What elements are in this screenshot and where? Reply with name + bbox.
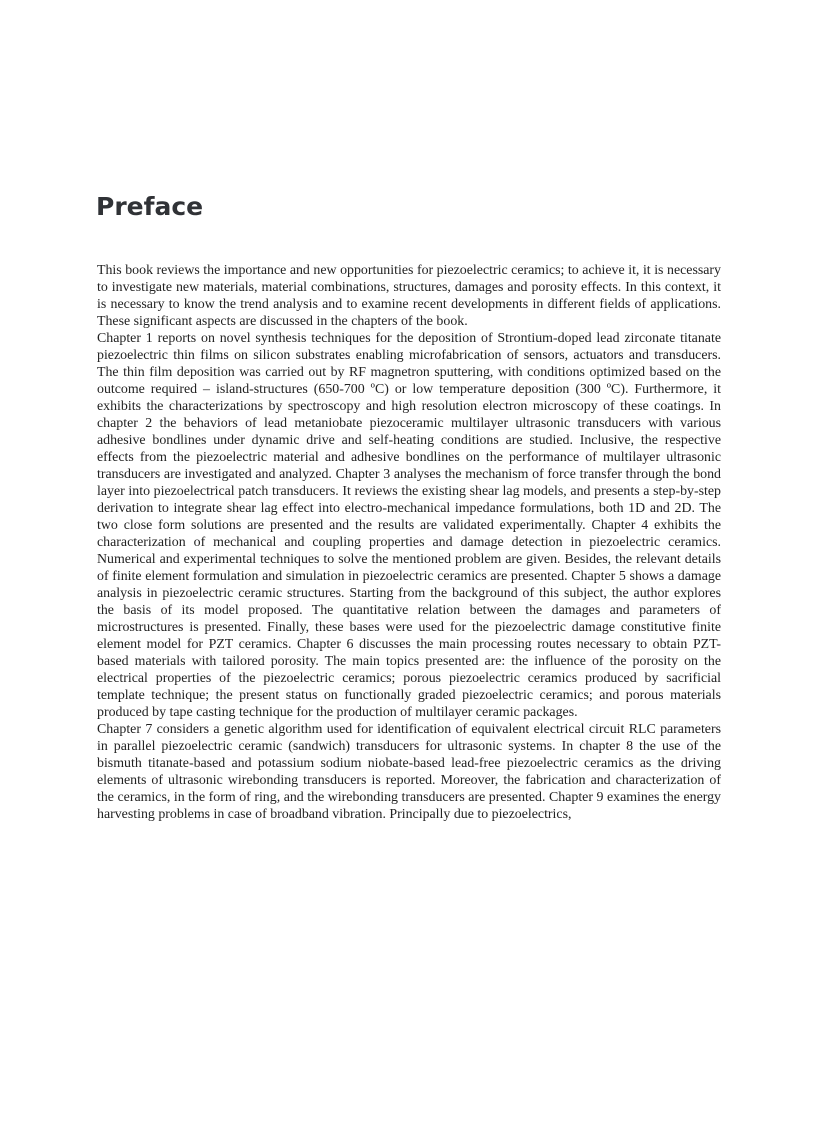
paragraph-intro: This book reviews the importance and new opportunities for piezoelectric ceramics; to achieve it, it is necessary to investigate new materials, material combinations, structures, damages and porosity effects. In this context, it is necessary to know the trend analysis and to examine recent developments in different fields of applications. These significant aspects are discussed in the chapters of the book. xyxy=(97,263,721,329)
paragraph-chapters-1-6: Chapter 1 reports on novel synthesis techniques for the deposition of Strontium-doped lead zirconate titanate piezoelectric thin films on silicon substrates enabling microfabrication of sensors, actuators and transducers. The thin film deposition was carried out by RF magnetron sputtering, with conditions optimized based on the outcome required – island-structures (650-700 ºC) or low temperature deposition (300 ºC). Furthermore, it exhibits the characterizations by spectroscopy and high resolution electron microscopy of these coatings. In chapter 2 the behaviors of lead metaniobate piezoceramic multilayer ultrasonic transducers with various adhesive bondlines under dynamic drive and self-heating conditions are studied. Inclusive, the respective effects from the piezoelectric material and adhesive bondlines on the performance of multilayer ultrasonic transducers are investigated and analyzed. Chapter 3 analyses the mechanism of force transfer through the bond layer into piezoelectrical patch transducers. It reviews the existing shear lag models, and presents a step-by-step derivation to integrate shear lag effect into electro-mechanical impedance formulations, both 1D and 2D. The two close form solutions are presented and the results are validated experimentally. Chapter 4 exhibits the characterization of mechanical and coupling properties and damage detection in piezoelectric ceramics. Numerical and experimental techniques to solve the mentioned problem are given. Besides, the relevant details of finite element formulation and simulation in piezoelectric ceramics are presented. Chapter 5 shows a damage analysis in piezoelectric ceramic structures. Starting from the background of this subject, the author explores the basis of its model proposed. The quantitative relation between the damages and parameters of microstructures is presented. Finally, these bases were used for the piezoelectric damage constitutive finite element model for PZT ceramics. Chapter 6 discusses the main processing routes necessary to obtain PZT-based materials with tailored porosity. The main topics presented are: the influence of the porosity on the electrical properties of the piezoelectric ceramics; porous piezoelectric ceramics produced by sacrificial template technique; the present status on functionally graded piezoelectric ceramics; and porous materials produced by tape casting technique for the production of multilayer ceramic packages. xyxy=(97,331,721,720)
page-title: Preface xyxy=(96,192,204,221)
paragraph-chapters-7-9: Chapter 7 considers a genetic algorithm used for identification of equivalent electrical circuit RLC parameters in parallel piezoelectric ceramic (sandwich) transducers for ultrasonic systems. In chapter 8 the use of the bismuth titanate-based and potassium sodium niobate-based lead-free piezoelectric ceramics as the driving elements of ultrasonic wirebonding transducers is reported. Moreover, the fabrication and characterization of the ceramics, in the form of ring, and the wirebonding transducers are presented. Chapter 9 examines the energy harvesting problems in case of broadband vibration. Principally due to piezoelectrics, xyxy=(97,722,721,822)
preface-body xyxy=(97,262,721,823)
